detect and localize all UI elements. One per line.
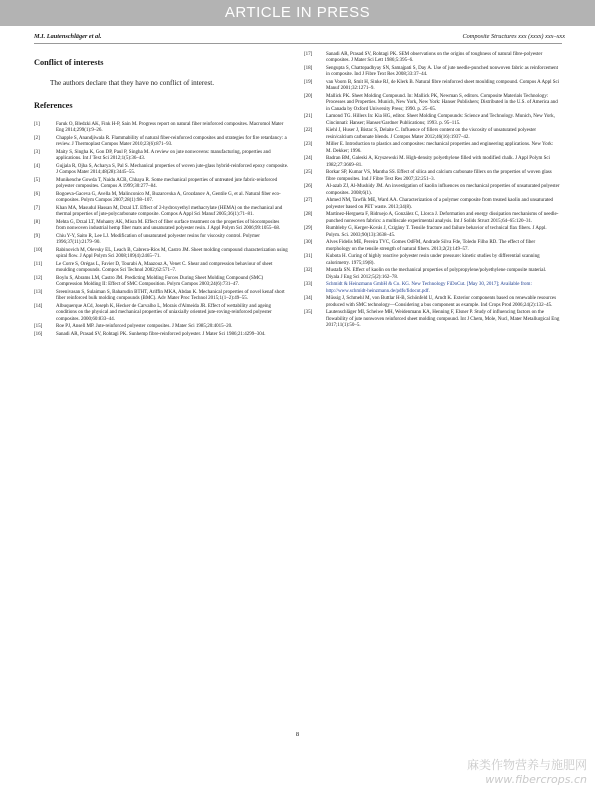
reference-text: Lamond TG. Hillers In: Kia HG, editor. Sheet Molding Compounds: Science and Technology. Munich, New York, Cincinnati: Hanser; Hanser/Gardner Publications; 1993. p. 95–115.: [326, 114, 555, 126]
reference-item: [304, 142, 560, 155]
reference-text: Khan MA, Masudul Hassan M, Drzal LT. Effect of 2-hydroxyethyl methacrylate (HEMA) on the mechanical and thermal properties of jute-polycarbonate composite. Compos A Appl Sci Manuf 2005;36(1):71–81.: [56, 206, 283, 218]
reference-item: [34, 136, 290, 149]
reference-item: [34, 248, 290, 261]
reference-number: [8]: [34, 220, 40, 225]
reference-number: [35]: [304, 310, 313, 316]
reference-item: [34, 262, 290, 275]
references-list-left: [34, 122, 290, 338]
reference-item: [304, 156, 560, 169]
reference-item: [34, 332, 290, 338]
reference-text: Mustafa SN. Effect of kaolin on the mechanical properties of polypropylene/polyethylene composite material. Diyala J Eng Sci 2012;5(2):162–78.: [326, 268, 547, 280]
reference-text: Miller E. Introduction to plastics and composites: mechanical properties and engineering applications. New York: M. Dekker; 1996.: [326, 142, 554, 154]
reference-text: Rumbleby G, Kerger-Kovás J, Czigány T. Tensile fracture and failure behavior of technical flax fibers. J Appl. Polym. Sci. 2003;90(13):3638–45.: [326, 226, 547, 238]
reference-item: [34, 164, 290, 177]
reference-number: [30]: [304, 240, 313, 246]
reference-number: [2]: [34, 136, 40, 141]
reference-item: [304, 170, 560, 183]
reference-number: [19]: [304, 80, 313, 85]
reference-text: Rabinovich M, Olevsky EL, Leach B, Cabrera-Ríos M, Castro JM. Sheet molding compound characterization using spiral flow. J Appl Polym Sci 2008;109(4):2465–71.: [56, 248, 288, 260]
reference-text: Sreenivasan S, Sulaiman S, Baharudin BTHT, Ariffin MKA, Abdan K. Mechanical properties of novel kenaf short fiber reinforced bulk molding compounds (BMC). Adv Mater Proc Technol 2015;1(1–2):49–55.: [56, 290, 285, 302]
reference-number: [13]: [34, 290, 43, 295]
reference-number: [20]: [304, 94, 313, 99]
reference-item: [304, 184, 560, 197]
reference-number: [11]: [34, 262, 43, 267]
reference-text: Lautenschläger MI, Scheiwe MH, Weidenmann KA, Henning F, Elsner P. Study of influencing factors on the flowability of jute nonwoven reinforced sheet molding compound. Int J Chem, Mole, Nucl, Mater Metallurgical Eng 2017;11(1):50–5.: [326, 310, 560, 329]
reference-text: Boylu S, Abrams LM, Castro JM. Predicting Molding Forces During Sheet Molding Compound (SMC) Compression Molding II: Effect of SMC Composition. Polym Compos 2003;24(6):731–47.: [56, 276, 264, 288]
reference-item: [34, 324, 290, 330]
reference-item: [304, 66, 560, 79]
reference-item: [34, 220, 290, 233]
reference-number: [22]: [304, 128, 313, 134]
reference-number: [28]: [304, 212, 313, 218]
reference-number: [33]: [304, 282, 313, 288]
reference-text: Ahmed NM, Tawfik ME, Ward AA. Characterization of a polymer composite from treated kaolin and unsaturated polyester based on PET waste. 2013;34(8).: [326, 198, 554, 210]
reference-number: [24]: [304, 156, 313, 162]
left-column: [34, 52, 290, 340]
reference-text: Maity S, Singha K, Gon DP, Paul P, Singha M. A review on jute nonwovens: manufacturing, properties and applications. Int J Text Sci 2012;1(5):36–43.: [56, 150, 271, 162]
reference-number: [23]: [304, 142, 313, 148]
reference-number: [25]: [304, 170, 313, 176]
reference-item: [304, 296, 560, 309]
reference-item: [34, 304, 290, 323]
reference-item: [304, 226, 560, 239]
reference-text: Alves Fidelis ME, Pereira TVC, Gomes OdFM, Andrade Silva Fde, Toledo Filho RD. The effect of fiber morphology on the tensile strength of natural fibers. 2013;2(2):149–57.: [326, 240, 536, 252]
reference-item: [304, 128, 560, 141]
reference-item: [304, 212, 560, 225]
watermark-url: www.fibercrops.cn: [485, 773, 587, 786]
reference-number: [16]: [34, 332, 43, 337]
reference-item: [304, 198, 560, 211]
article-in-press-banner: ARTICLE IN PRESS: [0, 0, 595, 26]
reference-item: [304, 310, 560, 329]
conflict-heading: Conflict of interests: [34, 58, 104, 67]
reference-item: [304, 240, 560, 253]
reference-text: Borkar SP, Kumar VS, Mantha SS. Effect of silica and calcium carbonate fillers on the properties of woven glass fibre composites. Ind J Fibre Text Res 2007;32:251–3.: [326, 170, 552, 182]
reference-item[interactable]: [304, 282, 560, 295]
reference-item: [34, 234, 290, 247]
page-number: 8: [295, 731, 300, 738]
reference-number: [12]: [34, 276, 43, 281]
reference-text: Sanadi AR, Prasad SV, Rohtagi PK. SEM observations on the origins of toughness of natural fibre-polyester composites. J Mater Sci Lett 1986;5:395–6.: [326, 52, 543, 64]
reference-number: [9]: [34, 234, 40, 239]
references-list-right: [304, 52, 560, 330]
reference-number: [27]: [304, 198, 313, 204]
reference-item: [34, 122, 290, 135]
reference-number: [3]: [34, 150, 40, 155]
site-watermark: [467, 756, 587, 786]
reference-text: Le Corre S, Orégas L, Favier D, Tourabi A, Maazouz A, Venet C. Shear and compression behaviour of sheet moulding compounds. Compos Sci Technol 2002;62:571–7.: [56, 262, 273, 274]
reference-item: [304, 94, 560, 113]
reference-number: [17]: [304, 52, 313, 57]
right-column: [304, 52, 560, 331]
reference-number: [18]: [304, 66, 313, 71]
reference-item: [34, 206, 290, 219]
running-head-journal[interactable]: Composite Structures xxx (xxxx) xxx–xxx: [462, 33, 565, 40]
reference-item: [304, 268, 560, 281]
reference-text: Müssig J, Schmehl M, von Buttlar H-B, Schönfeld U, Arndt K. Exterior components based on renewable resources produced with SMC technology—Considering a bus component as example. Ind Crops Prod 2006;24(2):132–45.: [326, 296, 557, 308]
reference-text: Mallick PK. Sheet Molding Compound. In: Mallick PK, Newman S, editors. Composite Materials Technology: Processes and Properties. Munich, New York, New York: Hanser Publishers; Distributed in the U.S. of America and in Canada by Oxford University Press; 1990. p. 25–65.: [326, 94, 558, 112]
reference-text[interactable]: Schmidt & Heinzmann GmbH & Co. KG. New Technology FiDoCut. [May 30, 2017]; Available from: http://www.schmidt-heinzmann.de/pdfs/fidocut.pdf.: [326, 282, 532, 294]
reference-item: [34, 178, 290, 191]
reference-number: [21]: [304, 114, 313, 120]
reference-number: [4]: [34, 164, 40, 169]
reference-item: [34, 150, 290, 163]
reference-text: Chapple S, Anandjiwala R. Flammability of natural fiber-reinforced composites and strategies for fire retardancy: a review. J Thermoplast Compos Mater 2010;23(6):871–93.: [56, 136, 287, 148]
conflict-statement: The authors declare that they have no conflict of interest.: [50, 79, 215, 87]
reference-text: Kubota H. Curing of highly reactive polyester resin under pressure: kinetic studies by differential scanning calorimetry. 1975;19(8).: [326, 254, 540, 266]
reference-number: [31]: [304, 254, 313, 260]
reference-number: [26]: [304, 184, 313, 190]
reference-number: [7]: [34, 206, 40, 211]
reference-text: Mehta G, Drzal LT, Mohanty AK, Misra M. Effect of fiber surface treatment on the properties of biocomposites from nonwoven industrial hemp fiber mats and unsaturated polyester resin. J Appl Polym Sci 2006;99:1055–68.: [56, 220, 281, 232]
reference-text: Martínez-Hergueta F, Ridruejo A, González C, Llorca J. Deformation and energy dissipation mechanisms of needle-punched nonwoven fabrics: a multiscale experimental analysis. Int J Solids Struct 2015;64–65:120–31.: [326, 212, 559, 224]
reference-text: Gujjala R, Ojha S, Acharya S, Pal S. Mechanical properties of woven jute-glass hybrid-reinforced epoxy composite. J Compos Mater 2014;48(28):3445–55.: [56, 164, 289, 176]
running-head-authors: M.I. Lautenschläger et al.: [34, 33, 102, 40]
reference-item: [304, 52, 560, 65]
watermark-chinese-text: 麻类作物营养与施肥网: [466, 758, 587, 772]
reference-text: Badran BM, Galeski A, Kryszewski M. High-density polyethylene filled with modified chalk. J Appl Polym Sci 1982;27:3669–81.: [326, 156, 551, 168]
header-rule: [34, 43, 562, 44]
reference-item: [304, 80, 560, 93]
reference-text: Faruk O, Bledzki AK, Fink H-P, Sain M. Progress report on natural fiber reinforced composites. Macromol Mater Eng 2014;299(1):9–26.: [56, 122, 284, 134]
reference-number: [34]: [304, 296, 313, 302]
reference-number: [29]: [304, 226, 313, 232]
reference-item: [34, 290, 290, 303]
reference-number: [10]: [34, 248, 43, 253]
reference-text: Chiu Y-Y, Saito R, Lee LJ. Modification of unsaturated polyester resins for viscosity control. Polymer 1996;37(11):2179–90.: [56, 234, 260, 246]
reference-item: [304, 254, 560, 267]
reference-text: Kiehl J, Huser J, Bistac S, Delaite C. Influence of fillers content on the viscosity of unsaturated polyester resin/calcium carbonate blends. J Compos Mater 2012;46(16):1937–42.: [326, 128, 537, 140]
reference-number: [32]: [304, 268, 313, 274]
reference-number: [5]: [34, 178, 40, 183]
reference-number: [1]: [34, 122, 40, 127]
reference-text: Munikenche Gowda T, Naidu ACB, Chhaya R. Some mechanical properties of untreated jute fabric-reinforced polyester composites. Compos A 1999;30:277–84.: [56, 178, 278, 190]
reference-number: [6]: [34, 192, 40, 197]
reference-text: Sanadi AR, Prasad SV, Rohtagi PK. Sunhemp fibre-reinforced polyester. J Mater Sci 1986;21:4299–304.: [56, 332, 266, 337]
reference-text: Bogoeva-Gaceva G, Avella M, Malinconico M, Buzarovska A, Grozdanov A, Gentile G, et al. Natural fiber eco-composites. Polym Compos 2007;28(1):98–107.: [56, 192, 281, 204]
reference-text: van Voorn B, Smit H, Sinke RJ, de Klerk B. Natural fibre reinforced sheet moulding compound. Compos A Appl Sci Manuf 2001;32:1271–9.: [326, 80, 560, 92]
reference-text: Sengupta S, Chattopadhyay SN, Samajpati S, Day A. Use of jute needle-punched nonwoven fabric as reinforcement in composite. Ind J Fibre Text Res 2008;33:37–44.: [326, 66, 559, 78]
reference-item: [34, 192, 290, 205]
reference-text: Albuquerque ACd, Joseph K, Hecker de Carvalho L, Morais d'Almeida JR. Effect of wettability and ageing conditions on the physical and mechanical properties of uniaxially oriented jute-roving-reinforced polyester composites. 2000;60:833–44.: [56, 304, 272, 322]
reference-number: [15]: [34, 324, 43, 330]
reference-item: [34, 276, 290, 289]
reference-text: Roe PJ, Ansell MP. Jute-reinforced polyester composites. J Mater Sci 1985;20:4015–20.: [56, 324, 233, 330]
reference-number: [14]: [34, 304, 43, 309]
reference-item: [304, 114, 560, 127]
reference-text: Al-azab ZJ, Al-Mushidy JM. An investigation of kaolin influences on mechanical properties of unsaturated polyester composites. 2008;6(1).: [326, 184, 560, 196]
references-heading: References: [34, 101, 73, 110]
